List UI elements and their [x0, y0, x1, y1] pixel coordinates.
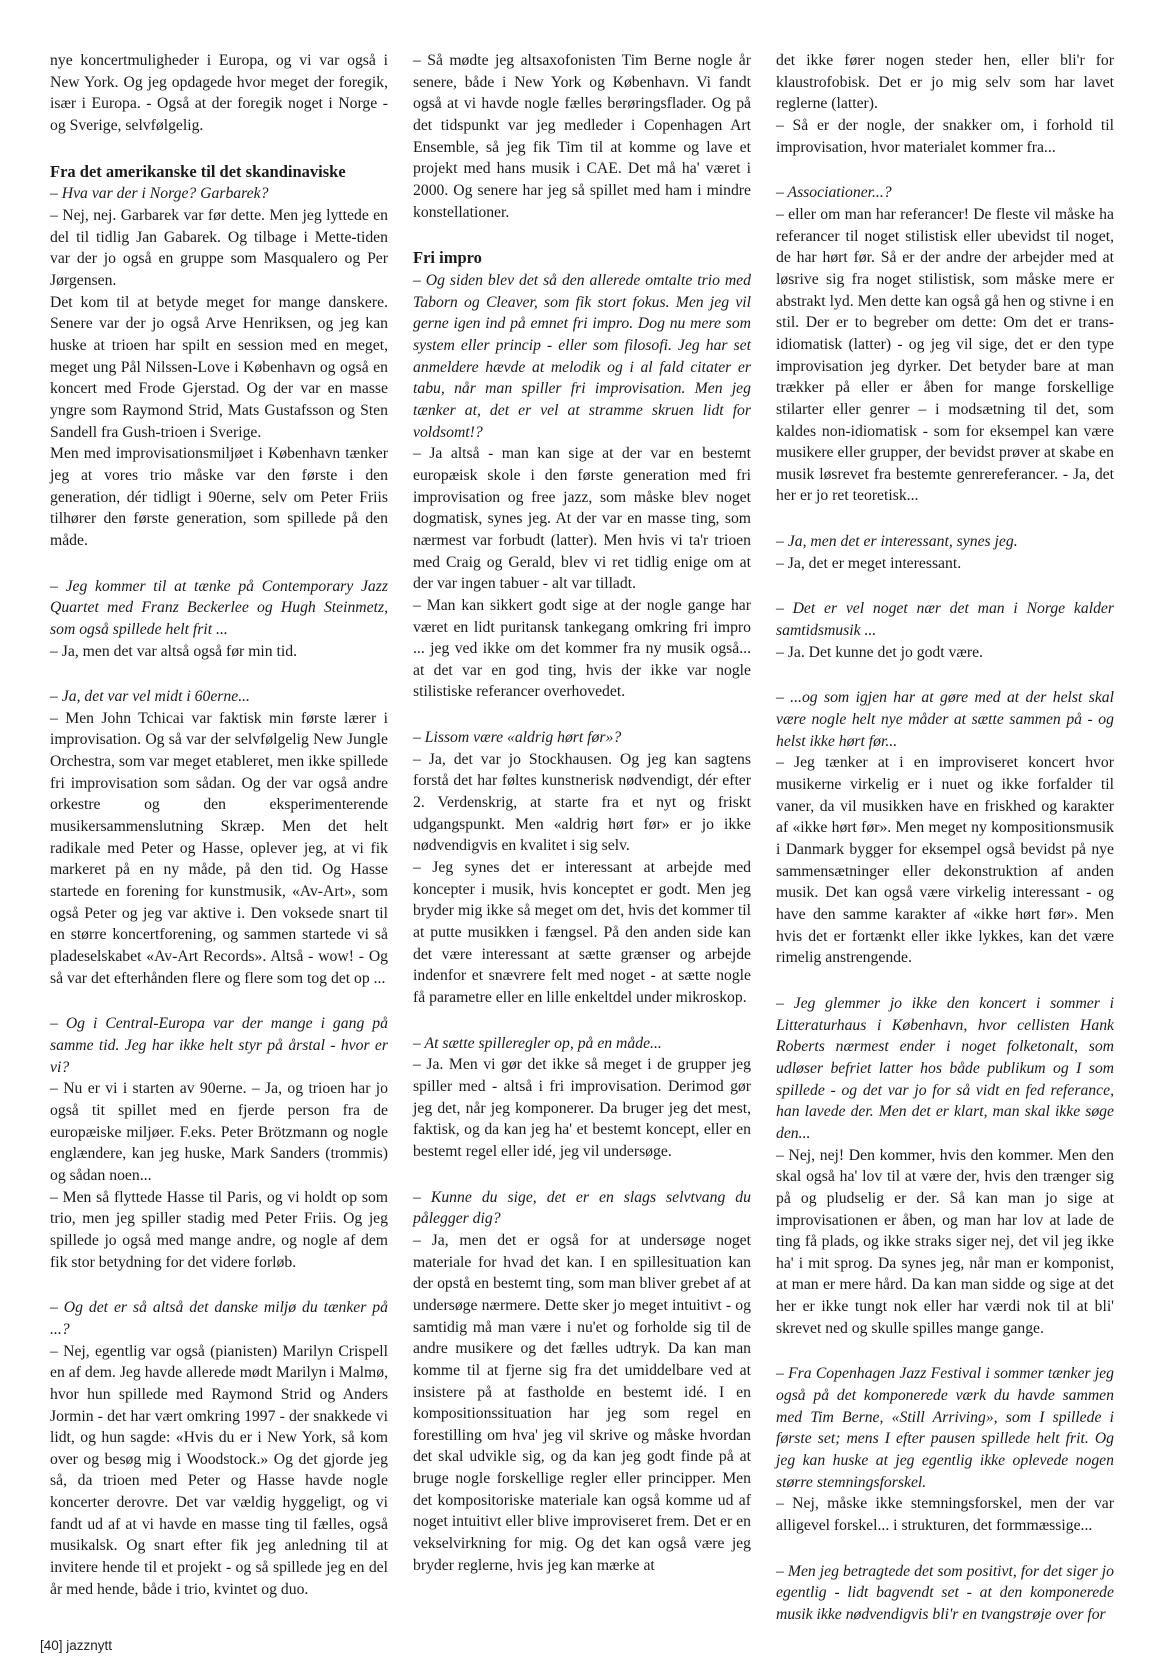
- interview-answer-paragraph: – Ja, men det var altså også før min tid.: [50, 642, 298, 660]
- interview-answer-paragraph: nye koncertmuligheder i Europa, og vi var også i New York. Og jeg opdagede hvor meget der foregik, især i Europa. - Også at der foregik noget i Norge - og Sverige, selvfølgelig.: [50, 52, 388, 134]
- text-column-2: [413, 50, 751, 1576]
- interview-question: – Og i Central-Europa var der mange i gang på samme tid. Jeg har ikke helt styr på årstal - hvor er vi?: [50, 1015, 388, 1076]
- interview-question: – Og siden blev det så den allerede omtalte trio med Taborn og Cleaver, som fik stort fokus. Men jeg vil gerne igen ind på emnet fri impro. Dog nu mere som system eller princip - eller som filosofi. Jeg har set anmeldere hævde at melodik og i al fald citater er tabu, når man spiller fri improvisation. Men jeg tænker at, det er vel at stramme skruen lidt for voldsomt!?: [413, 272, 751, 441]
- paragraph-spacer: [776, 1339, 1114, 1363]
- interview-answer-paragraph: – Ja. Det kunne det jo godt være.: [776, 643, 983, 661]
- interview-answer-paragraph: Men med improvisationsmiljøet i København tænker jeg at vores trio måske var den første i den generation, dér tidligt i 90erne, selv om Peter Friis tilhører den første generation, som spillede på den måde.: [50, 445, 388, 549]
- interview-answer-paragraph: – Man kan sikkert godt sige at der nogle gange har været en lidt puritansk tankegang omkring fri impro ... jeg ved ikke om det kommer fra ny musik også... at det var en god ting, hvis der ikke var nogle stilistiske referancer overhovedet.: [413, 596, 751, 701]
- interview-question: – Det er vel noget nær det man i Norge kalder samtidsmusik ...: [776, 600, 1114, 640]
- paragraph-spacer: [413, 703, 751, 727]
- paragraph-spacer: [413, 223, 751, 247]
- interview-answer-paragraph: – Nej, måske ikke stemningsforskel, men der var alligevel forskel... i strukturen, det formmæssige...: [776, 1495, 1114, 1535]
- interview-question: – Hva var der i Norge? Garbarek?: [50, 185, 269, 203]
- interview-answer-paragraph: – Ja, det var jo Stockhausen. Og jeg kan sagtens forstå det har føltes kunstnerisk nødvendigt, dér efter 2. Verdenskrig, at starte fra et nyt og friskt udgangspunkt. Men «aldrig hørt før» er jo ikke nødvendigvis en kvalitet i sig selv.: [413, 750, 751, 855]
- interview-answer-paragraph: – eller om man har referancer! De fleste vil måske ha referancer til noget stilistisk eller ubevidst til noget, de har hørt før. Så er der andre der arbejder med at løsrive sig fra noget stilistisk, som måske mere er abstrakt lyd. Men dette kan også gå hen og stivne i en stil. Der er to begreber om dette: Om det er trans-idiomatisk (latter) - og jeg vil sige, det er den type improvisation jeg dyrker. Det betyder bare at man trækker på eller er åben for mange forskellige stilarter eller genrer – i modsætning til det, som kaldes non-idiomatisk - som for eksempel kan være musikere eller grupper, der bevidst prøver at skabe en musik løsrevet fra bestemte genrereferancer. - Ja, det her er jo ret teoretisk...: [776, 205, 1114, 505]
- interview-answer-paragraph: – Ja altså - man kan sige at der var en bestemt europæisk skole i den første generation med fri improvisation og free jazz, som måske blev noget dogmatisk, synes jeg. At der var en masse ting, som nærmest var forbudt (latter). Men hvis vi ta'r trioen med Craig og Gerald, blev vi ret tidlig enige om at der var ingen tabuer - alt var tilladt.: [413, 445, 751, 593]
- text-column-3: [776, 50, 1114, 1626]
- interview-question: – Fra Copenhagen Jazz Festival i sommer tænker jeg også på det komponerede værk du havde sammen med Tim Berne, «Still Arriving», som I spillede i første set; mens I efter pausen spillede helt frit. Og jeg kan huske at jeg egentlig ikke oplevede nogen større stemningsforskel.: [776, 1365, 1114, 1491]
- paragraph-spacer: [776, 507, 1114, 531]
- interview-question: – Associationer...?: [776, 184, 892, 202]
- interview-answer-paragraph: – Ja, det er meget interessant.: [776, 554, 962, 572]
- paragraph-spacer: [776, 969, 1114, 993]
- interview-answer-paragraph: – Så er der nogle, der snakker om, i forhold til improvisation, hvor materialet kommer fra...: [776, 116, 1114, 156]
- interview-question: – ...og som igjen har at gøre med at der helst skal være nogle helt nye måder at sætte sammen på - og helst ikke hørt før...: [776, 689, 1114, 750]
- text-column-1: [50, 50, 388, 1600]
- interview-answer-paragraph: Det kom til at betyde meget for mange danskere. Senere var der jo også Arve Henriksen, og jeg kan huske at trioen har spilt en session med en meget, meget ung Pål Nilssen-Love i København og også en koncert med Frode Gjerstad. Og der var en masse yngre som Raymond Strid, Mats Gustafsson og Sten Sandell fra Gush-trioen i Sverige.: [50, 293, 388, 441]
- interview-answer-paragraph: – Nej, egentlig var også (pianisten) Marilyn Crispell en af dem. Jeg havde allerede mødt Marilyn i Malmø, hvor hun spillede med Raymond Strid og Anders Jormin - det har vært omkring 1997 - der snakkede vi lidt, og hun sagde: «Hvis du er i New York, så kom over og besøg mig i Woodstock.» Og det gjorde jeg så, da trioen med Peter og Hasse havde nogle koncerter derovre. Det var vældig hyggeligt, og vi fandt ud af at vi havde en masse ting til fælles, også musikalsk. Og snart efter fik jeg anledning til at invitere hende til et projekt - og så spillede jeg en del år med hende, både i trio, kvintet og duo.: [50, 1342, 388, 1598]
- paragraph-spacer: [50, 552, 388, 576]
- interview-answer-paragraph: – Nu er vi i starten av 90erne. – Ja, og trioen har jo også tit spillet med en fjerde person fra de europæiske miljøer. F.eks. Peter Brötzmann og nogle englændere, kan jeg huske, Mark Sanders (trommis) og sådan noen...: [50, 1080, 388, 1184]
- interview-answer-paragraph: – Nej, nej. Garbarek var før dette. Men jeg lyttede en del til tidlig Jan Gabarek. Og tilbage i Mette-tiden var der jo også en gruppe som Masqualero og Per Jørgensen.: [50, 207, 388, 290]
- paragraph-spacer: [50, 137, 388, 161]
- interview-question: – At sætte spilleregler op, på en måde...: [413, 1034, 662, 1052]
- interview-question: – Jeg glemmer jo ikke den koncert i sommer i Litteraturhaus i København, hvor cellisten Hank Roberts nærmest ender i noget folketonalt, som udløser befriet latter hos både publikum og I som spillede - og det var jo for så vidt en fed referance, han lavede der. Men det er klart, man skal ikke søge den...: [776, 994, 1114, 1142]
- paragraph-spacer: [50, 989, 388, 1013]
- interview-question: – Kunne du sige, det er en slags selvtvang du pålegger dig?: [413, 1188, 751, 1228]
- interview-answer-paragraph: – Så mødte jeg altsaxofonisten Tim Berne nogle år senere, både i New York og København. Vi fandt også at vi havde nogle fælles berøringsflader. Og på det tidspunkt var jeg medleder i Copenhagen Art Ensemble, så jeg fik Tim til at komme og lave et projekt med hans musik i CAE. Det må ha' været i 2000. Og senere har jeg så spillet med ham i mindre konstellationer.: [413, 52, 751, 221]
- interview-answer-paragraph: det ikke fører nogen steder hen, eller bli'r for klaustrofobisk. Det er jo mig selv som har lavet reglerne (latter).: [776, 52, 1114, 113]
- paragraph-spacer: [776, 663, 1114, 687]
- paragraph-spacer: [776, 574, 1114, 598]
- paragraph-spacer: [50, 662, 388, 686]
- interview-answer-paragraph: – Men John Tchicai var faktisk min første lærer i improvisation. Og så var der selvfølgelig New Jungle Orchestra, som var meget etableret, men ikke spillede fri improvisation som sådan. Og der var også andre orkestre og den eksperimenterende musikersammenslutning Skræp. Men det helt radikale med Peter og Hasse, oplever jeg, at vi fik markeret på en ny måde, på den tid. Og Hasse startede en forening for kunstmusik, «Av-Art», som også Peter og jeg var aktive i. Den voksede snart til en større koncertforening, og sammen startede vi så pladeselskabet «Av-Art Records». Altså - wow! - Og så var det efterhånden flere og flere som tog det op ...: [50, 709, 388, 987]
- interview-question: – Men jeg betragtede det som positivt, for det siger jo egentlig - lidt bagvendt set - at den komponerede musik ikke nødvendigvis bli'r en tvangstrøje over for: [776, 1562, 1114, 1623]
- paragraph-spacer: [50, 1273, 388, 1297]
- paragraph-spacer: [413, 1163, 751, 1187]
- paragraph-spacer: [776, 1537, 1114, 1561]
- interview-answer-paragraph: – Men så flyttede Hasse til Paris, og vi holdt op som trio, men jeg spiller stadig med Peter Friis. Og jeg spillede jo også med mange andre, og nogle af dem fik stor betydning for det videre forløb.: [50, 1188, 388, 1271]
- page-footer: [40] jazznytt: [40, 1638, 113, 1653]
- paragraph-spacer: [413, 1009, 751, 1033]
- interview-question: – Lissom være «aldrig hørt før»?: [413, 729, 622, 747]
- paragraph-spacer: [776, 158, 1114, 182]
- interview-question: – Ja, det var vel midt i 60erne...: [50, 688, 250, 706]
- interview-answer-paragraph: – Jeg synes det er interessant at arbejde med koncepter i musik, hvis konceptet er godt. Men jeg bryder mig ikke så meget om det, hvis det kommer til at putte musikken i fængsel. På den anden side kan det være interessant at sætte grænser og arbejde indenfor et snævrere felt med noget - at sætte nogle få parametre eller en lille enkeltdel under mikroskop.: [413, 859, 751, 1007]
- interview-question: – Og det er så altså det danske miljø du tænker på ...?: [50, 1299, 388, 1338]
- interview-answer-paragraph: – Nej, nej! Den kommer, hvis den kommer. Men den skal også ha' lov til at være der, hvis den trænger sig på og pludselig er der. Så kan man jo sige at improvisationen er åben, og man har lov at lade de ting få plads, og ikke straks siger nej, det vil jeg ikke ha' i mit sprog. Da synes jeg, når man er komponist, at man er mere hård. Da kan man sidde og sige at det her er ikke tungt nok eller har værdi nok til at bli' skrevet ned og skulle spilles mange gange.: [776, 1146, 1114, 1337]
- interview-question: – Ja, men det er interessant, synes jeg.: [776, 533, 1018, 551]
- interview-answer-paragraph: – Ja, men det er også for at undersøge noget materiale for hvad det kan. I en spillesituation kan der opstå en bestemt ting, som man bliver grebet af at undersøge nærmere. Dette sker jo meget intuitivt - og samtidig må man være i nu'et og forholde sig til de andre musikere og det fælles udtryk. Da kan man komme til at fjerne sig fra det umiddelbare ved at insistere på at fastholde en bestemt idé. I en kompositionssituation har jeg som regel en forestilling om hva' jeg vil skrive og måske hvordan det skal udvikle sig, og da kan jeg godt finde på at bruge nogle forskellige regler eller principper. Men det kompositoriske materiale kan også komme ud af noget intuitivt eller blive improviseret frem. Det er en vekselvirkning for mig. Og det kan også være jeg bryder reglerne, hvis jeg kan mærke at: [413, 1231, 751, 1574]
- interview-answer-paragraph: – Jeg tænker at i en improviseret koncert hvor musikerne virkelig er i nuet og ikke forfalder til vaner, da vil musikken have en friskhed og karakter af «ikke hørt før». Men meget ny kompositionsmusik i Danmark bygger for eksempel også bevidst på nye sammensætninger eller dekonstruktion af anden musik. Det kan også være virkelig interessant - og have den samme karakter af «ikke hørt før». Men hvis det er fortænkt eller ikke lykkes, kan det være rimelig anstrengende.: [776, 754, 1114, 967]
- section-heading: Fra det amerikanske til det skandinaviske: [50, 161, 346, 181]
- section-heading: Fri impro: [413, 248, 482, 268]
- interview-answer-paragraph: – Ja. Men vi gør det ikke så meget i de grupper jeg spiller med - altså i fri improvisation. Derimod gør jeg det, når jeg komponerer. Da bruger jeg det mest, faktisk, og da kan jeg ha' et bestemt koncept, eller en bestemt regel eller idé, jeg vil undersøge.: [413, 1056, 751, 1160]
- interview-question: – Jeg kommer til at tænke på Contemporary Jazz Quartet med Franz Beckerlee og Hugh Steinmetz, som også spillede helt frit ...: [50, 577, 388, 638]
